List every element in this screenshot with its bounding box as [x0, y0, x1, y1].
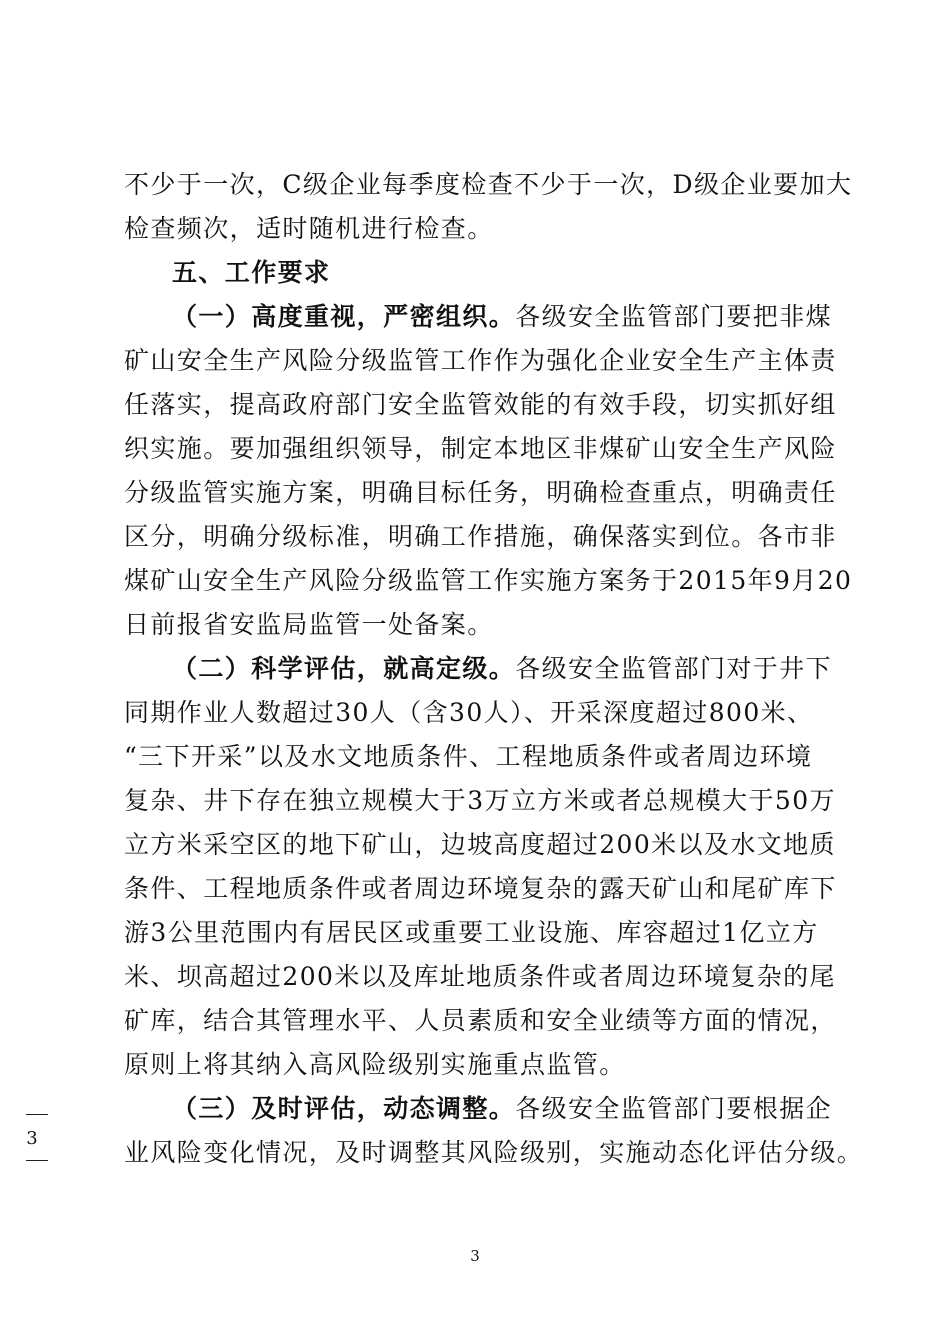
- margin-rule-top: [26, 1114, 48, 1115]
- paragraph-lead: [172, 652, 832, 686]
- text-line: 日前报省安监局监管一处备案。: [124, 610, 494, 639]
- text-line: 游3公里范围内有居民区或重要工业设施、库容超过1亿立方: [124, 918, 819, 947]
- text-line: 不少于一次，C级企业每季度检查不少于一次，D级企业要加大: [124, 170, 853, 199]
- text-line: 矿山安全生产风险分级监管工作作为强化企业安全生产主体责: [124, 346, 837, 375]
- text-line: “三下开采”以及水文地质条件、工程地质条件或者周边环境: [124, 742, 813, 771]
- text-line: 原则上将其纳入高风险级别实施重点监管。: [124, 1050, 626, 1079]
- text-line: 区分，明确分级标准，明确工作措施，确保落实到位。各市非: [124, 522, 837, 551]
- paragraph-lead: [172, 1092, 832, 1126]
- text-line: 煤矿山安全生产风险分级监管工作实施方案务于2015年9月20: [124, 566, 853, 595]
- paragraph-text: 各级安全监管部门要根据企: [515, 1094, 833, 1123]
- section-heading: 五、工作要求: [172, 258, 331, 287]
- text-line: 检查频次，适时随机进行检查。: [124, 214, 494, 243]
- paragraph-text: 各级安全监管部门对于井下: [515, 654, 833, 683]
- paragraph-lead: [172, 300, 832, 334]
- text-line: 立方米采空区的地下矿山，边坡高度超过200米以及水文地质: [124, 830, 836, 859]
- text-line: 矿库，结合其管理水平、人员素质和安全业绩等方面的情况，: [124, 1006, 837, 1035]
- text-line: 条件、工程地质条件或者周边环境复杂的露天矿山和尾矿库下: [124, 874, 837, 903]
- paragraph-text: 各级安全监管部门要把非煤: [515, 302, 833, 331]
- text-line: 米、坝高超过200米以及库址地质条件或者周边环境复杂的尾: [124, 962, 836, 991]
- paragraph-heading: （三）及时评估，动态调整。: [172, 1094, 516, 1123]
- text-line: 任落实，提高政府部门安全监管效能的有效手段，切实抓好组: [124, 390, 837, 419]
- margin-rule-bottom: [26, 1160, 48, 1161]
- paragraph-heading: （一）高度重视，严密组织。: [172, 302, 516, 331]
- text-line: 业风险变化情况，及时调整其风险级别，实施动态化评估分级。: [124, 1138, 864, 1167]
- text-line: 复杂、井下存在独立规模大于3万立方米或者总规模大于50万: [124, 786, 836, 815]
- text-line: 织实施。要加强组织领导，制定本地区非煤矿山安全生产风险: [124, 434, 837, 463]
- text-line: 同期作业人数超过30人（含30人）、开采深度超过800米、: [124, 698, 814, 727]
- text-line: 分级监管实施方案，明确目标任务，明确检查重点，明确责任: [124, 478, 837, 507]
- paragraph-heading: （二）科学评估，就高定级。: [172, 654, 516, 683]
- footer-page-number: 3: [470, 1247, 480, 1265]
- margin-page-number: 3: [26, 1128, 38, 1149]
